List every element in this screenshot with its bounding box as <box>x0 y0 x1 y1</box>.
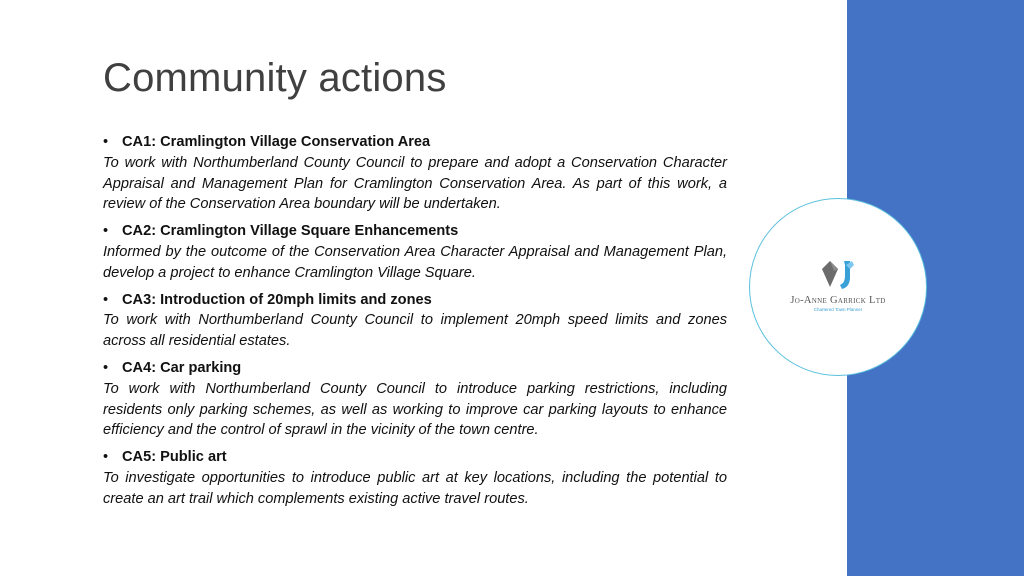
list-item <box>103 132 727 215</box>
item-description: Informed by the outcome of the Conservation Area Character Appraisal and Management Plan, develop a project to enhance Cramlington Village Square. <box>103 243 727 281</box>
item-description: To work with Northumberland County Council to prepare and adopt a Conservation Character Appraisal and Management Plan for Cramlington Conservation Area. As part of this work, a review of the Conservation Area boundary will be undertaken. <box>103 154 727 213</box>
actions-list <box>103 132 727 516</box>
item-description: To work with Northumberland County Council to introduce parking restrictions, including residents only parking schemes, as well as working to improve car parking layouts to enhance efficiency and the control of sprawl in the vicinity of the town centre. <box>103 380 727 439</box>
page-title: Community actions <box>103 56 447 100</box>
company-logo <box>749 198 927 376</box>
item-description: To work with Northumberland County Council to implement 20mph speed limits and zones across all residential estates. <box>103 312 727 350</box>
item-heading-row <box>103 290 727 311</box>
list-item <box>103 221 727 283</box>
item-heading-row <box>103 132 727 153</box>
bullet: • <box>103 359 109 376</box>
bullet: • <box>103 291 109 308</box>
item-heading: CA1: Cramlington Village Conservation Area <box>122 134 431 150</box>
list-item <box>103 447 727 509</box>
item-heading: CA4: Car parking <box>122 359 242 376</box>
bullet: • <box>103 449 109 466</box>
bullet: • <box>103 134 109 150</box>
logo-company-name: Jo-Anne Garrick Ltd <box>790 295 886 306</box>
item-heading-row <box>103 221 727 242</box>
item-heading: CA2: Cramlington Village Square Enhancements <box>122 223 459 240</box>
diamond-j-logo-icon <box>820 259 860 293</box>
item-heading: CA3: Introduction of 20mph limits and zones <box>122 291 432 308</box>
item-heading-row <box>103 358 727 379</box>
item-heading: CA5: Public art <box>122 449 227 466</box>
list-item <box>103 290 727 352</box>
item-heading-row <box>103 447 727 468</box>
logo-tagline: Chartered Town Planner <box>813 307 863 312</box>
list-item <box>103 358 727 441</box>
item-description: To investigate opportunities to introduce public art at key locations, including the potential to create an art trail which complements existing active travel routes. <box>103 469 727 507</box>
bullet: • <box>103 223 109 240</box>
